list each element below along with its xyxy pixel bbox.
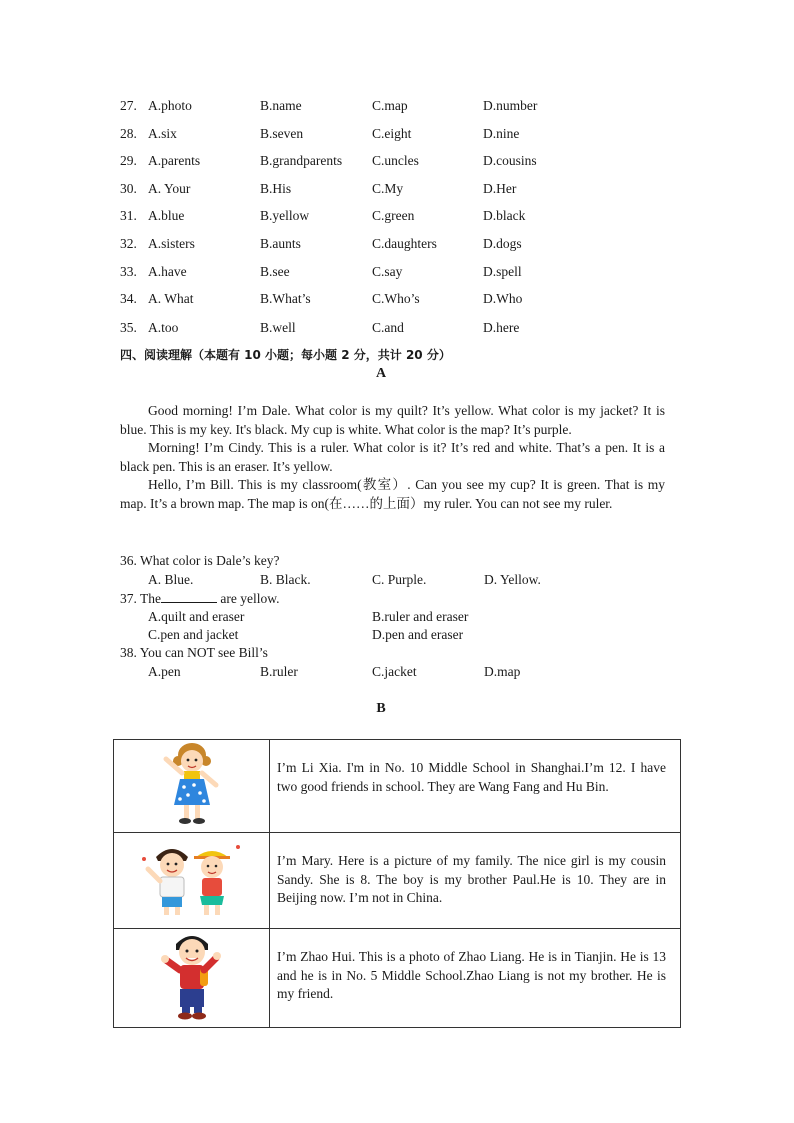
picture-cell [114,929,270,1028]
option-row [120,289,680,309]
picture-cell [114,740,270,833]
option-c: C. Purple. [372,572,427,587]
option-b: B.yellow [260,208,310,223]
option-a: A.six [148,126,177,141]
stem-end: are yellow. [217,591,280,606]
option-b: B.ruler [260,664,298,679]
picture-cell [114,833,270,929]
option-b: B.name [260,98,302,113]
option-a: A. Your [148,181,191,196]
option-row [120,124,680,144]
option-d: D.cousins [483,153,537,168]
boy-waving-icon [160,930,224,1022]
table-row [114,833,681,929]
option-d: D.here [483,320,520,335]
question-number: 29. [120,153,137,168]
option-c: C.map [372,98,408,113]
option-d: D.nine [483,126,520,141]
option-a: A.blue [148,208,185,223]
option-row [120,318,680,338]
question-stem: 38. You can NOT see Bill’s [120,645,268,660]
option-row [120,96,680,116]
profile-table [113,739,681,1028]
girl-waving-icon [160,741,224,827]
answer-blank [161,590,217,603]
option-a: A.parents [148,153,201,168]
passage-paragraph: Good morning! I’m Dale. What color is my quilt? It’s yellow. What color is my jacket? It is blue. This is my key. It's black. My cup is white. What color is the map? It’s purple. [120,403,665,437]
option-b: B.His [260,181,292,196]
section-title: 四、阅读理解（本题有 10 小题；每小题 2 分，共计 20 分） [120,348,451,362]
part-a-passage [120,402,665,513]
option-d: D. Yellow. [484,572,541,587]
option-d: D.Who [483,291,523,306]
option-b: B.seven [260,126,304,141]
question-number: 34. [120,291,137,306]
option-b: B. Black. [260,572,311,587]
option-c: C.Who’s [372,291,420,306]
table-row [114,929,681,1028]
option-c: C.say [372,264,403,279]
option-a: A.too [148,320,179,335]
option-d: D.pen and eraser [372,627,464,642]
option-row [120,206,680,226]
passage-paragraph: Hello, I’m Bill. This is my classroom(教室）. Can you see my cup? It is green. That is my map. It’s a brown map. The map is on(在……的上面）my ruler. You can not see my ruler. [120,477,665,511]
option-row [120,262,680,282]
question-number: 30. [120,181,137,196]
passage-paragraph: Morning! I’m Cindy. This is a ruler. What color is it? It’s red and white. That’s a pen. It is a black pen. This is an eraser. It’s yellow. [120,440,665,474]
option-b: B.ruler and eraser [372,609,469,624]
option-a: A.sisters [148,236,195,251]
option-b: B.What’s [260,291,311,306]
table-row [114,740,681,833]
option-c: C.and [372,320,404,335]
question-number: 32. [120,236,137,251]
profile-text: I’m Li Xia. I'm in No. 10 Middle School in Shanghai.I’m 12. I have two good friends in school. They are Wang Fang and Hu Bin. [270,740,681,833]
option-c: C.My [372,181,404,196]
question-number: 31. [120,208,137,223]
option-c: C.green [372,208,415,223]
part-b-heading: B [376,701,386,716]
option-a: A.pen [148,664,181,679]
option-a: A. What [148,291,194,306]
option-a: A. Blue. [148,572,194,587]
option-d: D.Her [483,181,517,196]
option-a: A.photo [148,98,192,113]
question-number: 35. [120,320,137,335]
option-b: B.aunts [260,236,301,251]
question-number: 27. [120,98,137,113]
option-d: D.number [483,98,538,113]
question-number: 28. [120,126,137,141]
option-row [120,234,680,254]
boy-and-girl-icon [136,839,248,919]
option-c: C.uncles [372,153,419,168]
option-row [120,151,680,171]
stem-start: 37. The [120,591,161,606]
option-d: D.black [483,208,526,223]
profile-text: I’m Mary. Here is a picture of my family. The nice girl is my cousin Sandy. She is 8. The boy is my brother Paul.He is 10. They are in Beijing now. I’m not in China. [270,833,681,929]
question-stem [120,590,279,609]
option-b: B.well [260,320,296,335]
option-b: B.grandparents [260,153,343,168]
option-c: C.eight [372,126,412,141]
option-d: D.map [484,664,521,679]
option-a: A.have [148,264,187,279]
option-a: A.quilt and eraser [148,609,245,624]
option-c: C.jacket [372,664,417,679]
question-number: 33. [120,264,137,279]
option-d: D.spell [483,264,522,279]
option-d: D.dogs [483,236,522,251]
option-b: B.see [260,264,290,279]
option-c: C.daughters [372,236,437,251]
option-c: C.pen and jacket [148,627,239,642]
profile-text: I’m Zhao Hui. This is a photo of Zhao Liang. He is in Tianjin. He is 13 and he is in No. 5 Middle School.Zhao Liang is not my brother. He is my friend. [270,929,681,1028]
option-row [120,179,680,199]
part-a-heading: A [375,366,387,381]
question-stem: 36. What color is Dale’s key? [120,553,280,568]
